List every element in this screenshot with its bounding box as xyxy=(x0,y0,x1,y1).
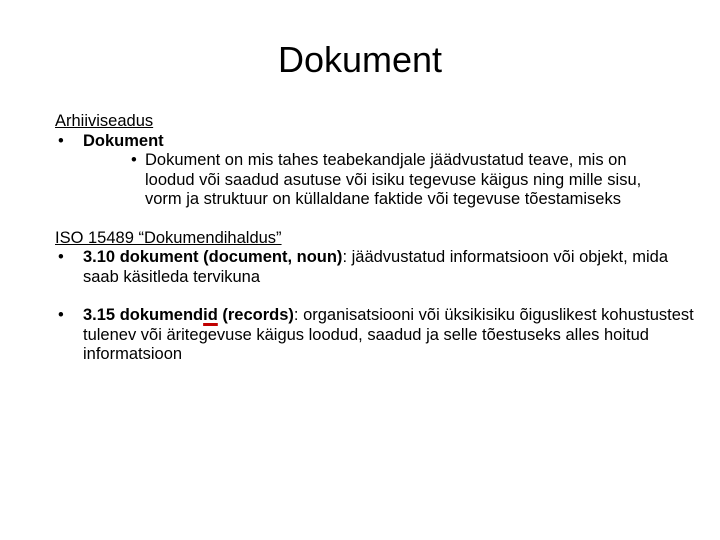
spacer xyxy=(55,210,695,229)
slide-title: Dokument xyxy=(277,39,443,80)
sub-bullet-icon: • xyxy=(131,151,137,169)
bullet-icon: • xyxy=(58,306,64,324)
term-3-15-start: 3.15 dokumend xyxy=(83,306,204,324)
list-item-dokument xyxy=(55,132,695,152)
bullet-icon: • xyxy=(58,248,64,266)
slide-body xyxy=(55,112,695,365)
list-item-label: Dokument xyxy=(83,131,164,150)
section-heading-arhiiviseadus: Arhiiviseadus xyxy=(55,112,154,130)
sub-list-item-definition xyxy=(55,151,695,210)
spellcheck-underline-mark: id xyxy=(203,306,218,324)
section-heading-iso: ISO 15489 “Dokumendihaldus” xyxy=(55,228,282,247)
spacer xyxy=(55,287,695,306)
definition-3-10: : jäädvustatud informatsioon või objekt, mida saab käsitleda tervikuna xyxy=(83,248,669,286)
term-3-15 xyxy=(83,306,294,324)
list-item-3-10 xyxy=(55,248,695,287)
bullet-icon: • xyxy=(58,131,64,150)
definition-text: Dokument on mis tahes teabekandjale jäädvustatud teave, mis on loodud või saadud asutuse või isiku tegevuse käigus ning mille sisu, vorm ja struktuur on küllaldane faktide või tegevuse tõestamiseks xyxy=(145,151,642,208)
definition-3-15: : organisatsiooni või üksikisiku õiguslikest kohustustest tulenev või äritegevuse käigus loodud, saadud ja selle tõestuseks alles hoitud informatsioon xyxy=(83,306,694,363)
term-3-10: 3.10 dokument (document, noun) xyxy=(83,248,343,266)
term-3-15-end: (records) xyxy=(217,306,294,324)
list-item-3-15 xyxy=(55,306,695,365)
